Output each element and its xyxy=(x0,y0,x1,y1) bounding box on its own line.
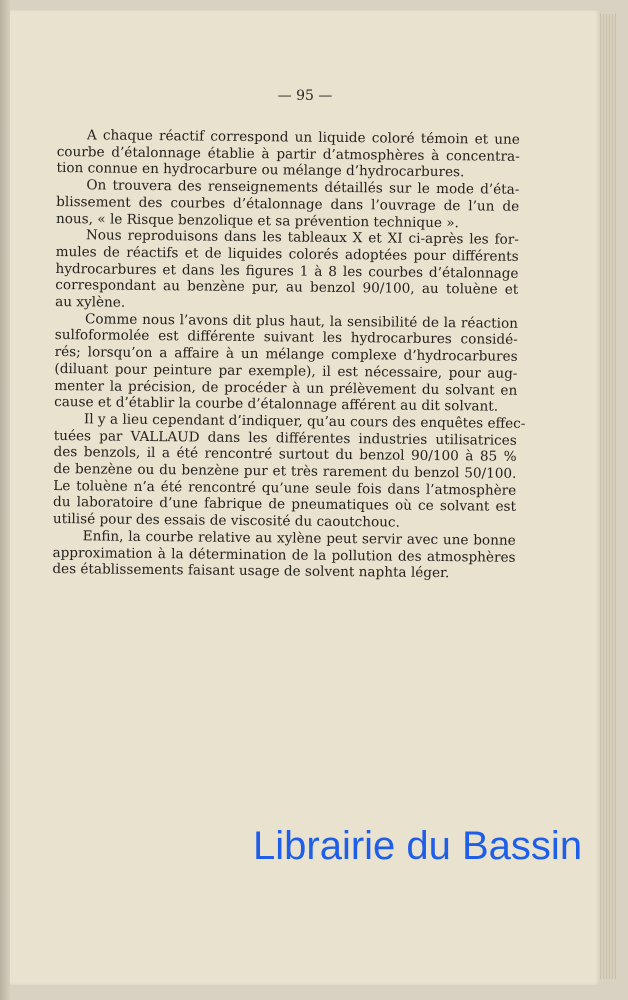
body-text xyxy=(52,127,526,583)
text-line: blissement des courbes d’étalonnage dans l’ouvrage de l’un de xyxy=(56,193,520,215)
text-line: Il y a lieu cependant d’indiquer, qu’au cours des enquêtes effec- xyxy=(83,411,526,432)
text-line: approximation à la détermination de la pollution des atmosphères xyxy=(52,544,516,566)
paragraph xyxy=(54,311,518,416)
text-line: nous, « le Risque benzolique et sa prévention technique ». xyxy=(55,210,459,231)
text-line: utilisé pour des essais de viscosité du caoutchouc. xyxy=(52,511,400,531)
text-line: des benzols, il a été rencontré surtout du benzol 90/100 à 85 % xyxy=(53,444,517,466)
paragraph xyxy=(52,528,515,583)
text-line: courbe d’étalonnage établie à partir d’atmosphères à concentra- xyxy=(56,143,520,165)
text-line: hydrocarbures et dans les figures 1 à 8 les courbes d’étalonnage xyxy=(55,260,519,282)
text-line: (diluant pour peinture par exemple), il est nécessaire, pour aug- xyxy=(54,360,518,382)
text-line: mules de réactifs et de liquides colorés adoptées pour différents xyxy=(55,243,519,265)
page-edges xyxy=(598,14,616,979)
page-number: — 95 — xyxy=(277,88,333,104)
text-line: correspondant au benzène pur, au benzol 90/100, au toluène et xyxy=(55,277,519,299)
text-line: menter la précision, de procéder à un prélèvement du solvant en xyxy=(54,377,518,399)
text-line: tuées par VALLAUD dans les différentes industries utilisatrices xyxy=(53,427,517,449)
watermark: Librairie du Bassin xyxy=(253,824,583,868)
paragraph xyxy=(56,177,519,232)
text-line: sulfoformolée est différente suivant les hydrocarbures considé- xyxy=(54,327,518,349)
text-line: A chaque réactif correspond un liquide coloré témoin et une xyxy=(86,127,520,148)
text-line: du laboratoire d’une fabrique de pneumatiques où ce solvant est xyxy=(52,494,517,516)
text-line: au xylène. xyxy=(55,294,126,311)
text-line: cause et d’établir la courbe d’étalonnage afférent au dit solvant. xyxy=(54,394,499,415)
text-line: On trouvera des renseignements détaillés sur le mode d’éta- xyxy=(86,177,520,198)
paragraph xyxy=(55,227,519,315)
text-line: rés; lorsqu’on a affaire à un mélange complexe d’hydrocarbures xyxy=(54,344,518,365)
text-line: des établissements faisant usage de solvent naphta léger. xyxy=(52,561,450,582)
text-line: Comme nous l’avons dit plus haut, la sensibilité de la réaction xyxy=(84,311,519,332)
text-line: Le toluène n’a été rencontré qu’une seule fois dans l’atmosphère xyxy=(53,477,517,499)
text-line: tion connue en hydrocarbure ou mélange d’hydrocarbures. xyxy=(56,160,465,181)
paragraph xyxy=(56,127,519,182)
text-line: de benzène ou du benzène pur et très rarement du benzol 50/100. xyxy=(53,461,517,482)
text-line: Nous reproduisons dans les tableaux X et XI ci-après les for- xyxy=(85,227,519,249)
text-line: Enfin, la courbe relative au xylène peut servir avec une bonne xyxy=(82,528,516,549)
paragraph xyxy=(52,411,526,533)
